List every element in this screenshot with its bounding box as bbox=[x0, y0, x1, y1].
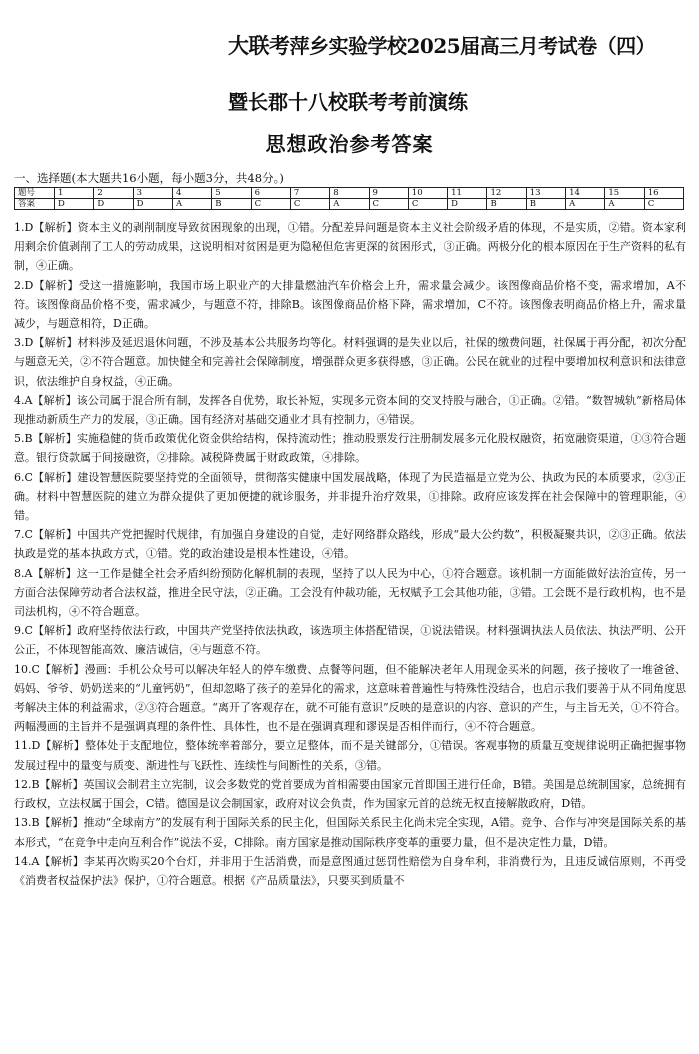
answer-cell: D bbox=[448, 199, 487, 210]
explanation-item: 4.A【解析】该公司属于混合所有制，发挥各自优势，取长补短，实现多元资本间的交叉持股与融合，①正确。②错。“数智城轨”新格局体现推动新质生产力的发展，③正确。国有经济对基础交通业才具有控制力，④错误。 bbox=[14, 393, 686, 427]
explanation-item: 8.A【解析】这一工作是健全社会矛盾纠纷预防化解机制的表现，坚持了以人民为中心，①符合题意。该机制一方面能做好法治宣传，另一方面合法保障劳动者合法权益，推进全民守法，②正确。工会没有仲裁功能，无权赋予工会其他功能，③错。工会既不是行政机构，也不是司法机构，④不符合题意。 bbox=[14, 566, 686, 619]
answer-cell: A bbox=[172, 199, 211, 210]
answer-cell: A bbox=[605, 199, 644, 210]
question-number: 3 bbox=[133, 188, 172, 199]
answer-table bbox=[14, 187, 684, 210]
answer-cell: C bbox=[369, 199, 408, 210]
row-label-answer: 答案 bbox=[15, 199, 55, 210]
question-number: 11 bbox=[448, 188, 487, 199]
explanation-item: 5.B【解析】实施稳健的货币政策优化资金供给结构，保持流动性；推动股票发行注册制发展多元化股权融资，拓宽融资渠道，①③符合题意。银行贷款属于间接融资，②排除。减税降费属于财政政策，④排除。 bbox=[14, 432, 686, 465]
document-title: 思想政治参考答案 bbox=[265, 132, 434, 156]
explanation-item: 10.C【解析】漫画：手机公众号可以解决年轻人的停车缴费、点餐等问题，但不能解决老年人用现金买米的问题，孩子接收了一堆爸爸、妈妈、爷爷、奶奶送来的“儿童钙奶”，但却忽略了孩子的差异化的需求，这意味着普遍性与特殊性没结合，也启示我们要善于从不同角度思考解决主体的利益需求，②③符合题意。“离开了客观存在，就不可能有意识”反映的是意识的内容、意识的产生，与主旨无关，①不符合。两幅漫画的主旨并不是强调真理的条件性、具体性，也不是在强调真理和谬误是否相伴而行，④不符合题意。 bbox=[14, 662, 686, 734]
answer-cell: C bbox=[290, 199, 329, 210]
explanation-item: 9.C【解析】政府坚持依法行政，中国共产党坚持依法执政，该选项主体搭配错误，①说法错误。材料强调执法人员依法、执法严明、公开公正，不体现智能高效、廉洁诚信，④与题意不符。 bbox=[14, 624, 686, 657]
answer-cell: A bbox=[330, 199, 369, 210]
answer-table-number-row bbox=[15, 188, 684, 199]
explanation-item: 11.D【解析】整体处于支配地位，整体统率着部分，要立足整体，而不是关键部分，①错误。客观事物的质量互变规律说明正确把握事物发展过程中的量变与质变、渐进性与飞跃性、连续性与间断性的关系，③错。 bbox=[14, 739, 686, 772]
answer-cell: D bbox=[55, 199, 94, 210]
answer-cell: C bbox=[644, 199, 683, 210]
explanation-item: 7.C【解析】中国共产党把握时代规律，有加强自身建设的自觉，走好网络群众路线，形成“最大公约数”，积极凝聚共识，②③正确。依法执政是党的基本执政方式，①错。党的政治建设是根本性建设，④错。 bbox=[14, 528, 686, 561]
explanation-item: 13.B【解析】推动“全球南方”的发展有利于国际关系的民主化，但国际关系民主化尚未完全实现，A错。竞争、合作与冲突是国际关系的基本形式，“在竞争中走向互利合作”说法不妥，C排除。南方国家是推动国际秩序变革的重要力量，但不是决定性力量，D错。 bbox=[14, 816, 686, 849]
row-label-number: 题号 bbox=[15, 188, 55, 199]
answer-cell: B bbox=[487, 199, 526, 210]
explanation-item: 2.D【解析】受这一措施影响，我国市场上职业产的大排量燃油汽车价格会上升，需求量会减少。该图像商品价格不变，需求增加，A不符。该图像商品价格不变，需求减少，与题意不符，排除B。该图像商品价格下降，需求增加，C不符。该图像表明商品价格上升，需求量减少，与题意相符，D正确。 bbox=[14, 278, 686, 331]
section-heading: 一、选择题(本大题共16小题，每小题3分，共48分。) bbox=[14, 171, 284, 185]
answer-cell: C bbox=[408, 199, 447, 210]
answer-cell: A bbox=[566, 199, 605, 210]
exam-title-text: 萍乡实验学校2025届高三月考试卷（四） bbox=[289, 34, 656, 58]
question-number: 7 bbox=[290, 188, 329, 199]
question-number: 9 bbox=[369, 188, 408, 199]
question-number: 16 bbox=[644, 188, 683, 199]
question-number: 14 bbox=[566, 188, 605, 199]
question-number: 10 bbox=[408, 188, 447, 199]
explanation-list bbox=[14, 218, 686, 890]
question-number: 6 bbox=[251, 188, 290, 199]
exam-subtitle: 暨长郡十八校联考考前演练 bbox=[228, 90, 468, 114]
question-number: 12 bbox=[487, 188, 526, 199]
answer-cell: D bbox=[94, 199, 133, 210]
answer-table-answer-row bbox=[15, 199, 684, 210]
answer-cell: B bbox=[526, 199, 565, 210]
question-number: 2 bbox=[94, 188, 133, 199]
explanation-item: 1.D【解析】资本主义的剥削制度导致贫困现象的出现，①错。分配差异问题是资本主义社会阶级矛盾的体现，不是实质，②错。资本家利用剩余价值剥削了工人的劳动成果，这说明相对贫困是更为隐秘但危害更深的贫困形式，③正确。两极分化的根本原因在于生产资料的私有制，④正确。 bbox=[14, 221, 686, 273]
question-number: 15 bbox=[605, 188, 644, 199]
explanation-item: 14.A【解析】李某再次购买20个台灯，并非用于生活消费，而是意图通过惩罚性赔偿为自身牟利，非消费行为，且违反诚信原则，不再受《消费者权益保护法》保护，①符合题意。根据《产品质量法》，只要买到质量不 bbox=[14, 854, 686, 887]
question-number: 4 bbox=[172, 188, 211, 199]
answer-cell: C bbox=[251, 199, 290, 210]
explanation-item: 12.B【解析】英国议会制君主立宪制，议会多数党的党首要成为首相需要由国家元首即国王进行任命，B错。美国是总统制国家，总统拥有行政权，立法权属于国会，C错。德国是议会制国家，政府对议会负责，作为国家元首的总统无权直接解散政府，D错。 bbox=[14, 777, 686, 811]
question-number: 8 bbox=[330, 188, 369, 199]
question-number: 13 bbox=[526, 188, 565, 199]
exam-title bbox=[228, 30, 655, 60]
explanation-item: 3.D【解析】材料涉及延迟退休问题，不涉及基本公共服务均等化。材料强调的是失业以后，社保的缴费问题，社保属于再分配，初次分配与题意无关，②不符合题意。加快健全和完善社会保障制度，增强群众更多获得感，③正确。公民在就业的过程中要增加权利意识和法律意识，依法维护自身权益，④正确。 bbox=[14, 336, 686, 388]
question-number: 1 bbox=[55, 188, 94, 199]
explanation-item: 6.C【解析】建设智慧医院要坚持党的全面领导，贯彻落实健康中国发展战略，体现了为民造福是立党为公、执政为民的本质要求，②③正确。材料中智慧医院的建立为群众提供了更加便捷的就诊服务，并非提升治疗效果，①排除。政府应该发挥在社会保障中的管理职能，④错。 bbox=[14, 470, 686, 523]
answer-cell: B bbox=[212, 199, 251, 210]
question-number: 5 bbox=[212, 188, 251, 199]
brand-logo-text: 大联考 bbox=[228, 34, 290, 58]
answer-cell: D bbox=[133, 199, 172, 210]
